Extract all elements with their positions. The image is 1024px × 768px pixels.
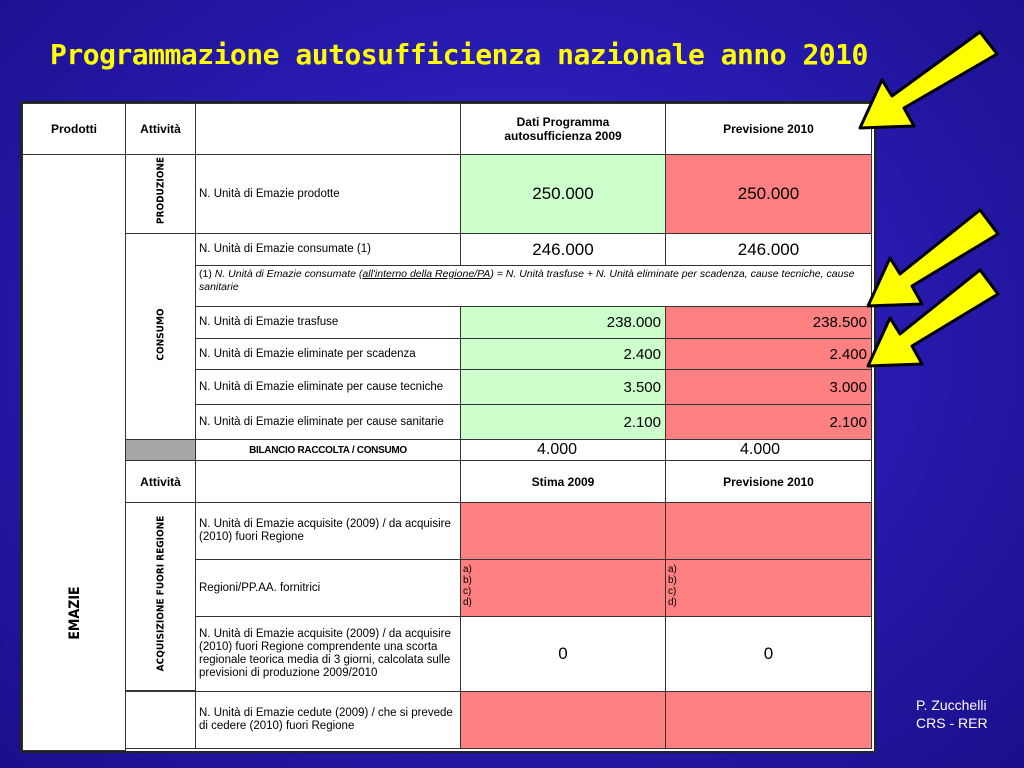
row-prodotte-2009: 250.000 bbox=[460, 154, 666, 234]
row-sanitarie-2010: 2.100 bbox=[665, 404, 872, 440]
row-sanitarie-2009: 2.100 bbox=[460, 404, 666, 440]
row-acquisite-2009 bbox=[460, 502, 666, 560]
row-scadenza-label: N. Unità di Emazie eliminate per scadenza bbox=[195, 338, 461, 370]
note-text-2: ) = N. Unità trasfuse + N. Unità eliminate per scadenza, cause tecniche, cause sanitarie bbox=[199, 268, 855, 293]
row-regioni-2009 bbox=[460, 559, 666, 617]
row-trasfuse-2010: 238.500 bbox=[665, 306, 872, 339]
header-dati-2009: Dati Programma autosufficienza 2009 bbox=[460, 103, 666, 155]
row-prodotte-2010: 250.000 bbox=[665, 154, 872, 234]
note-text-1: N. Unità di Emazie consumate ( bbox=[214, 268, 363, 280]
row-cedute-2010 bbox=[665, 691, 872, 749]
row-trasfuse-2009: 238.000 bbox=[460, 306, 666, 339]
row-bilancio-2010: 4.000 bbox=[665, 439, 872, 461]
row-scorta-2010: 0 bbox=[665, 616, 872, 692]
row-tecniche-2010: 3.000 bbox=[665, 369, 872, 405]
row-consumate-2010: 246.000 bbox=[665, 233, 872, 266]
row-acquisite-2010 bbox=[665, 502, 872, 560]
credit-org: CRS - RER bbox=[916, 715, 988, 731]
group-consumo bbox=[125, 233, 196, 440]
row-cedute-label: N. Unità di Emazie cedute (2009) / che si prevede di cedere (2010) fuori Regione bbox=[195, 691, 461, 749]
note-prefix: (1) bbox=[199, 268, 215, 280]
emazie-label: EMAZIE bbox=[67, 586, 83, 640]
data-table bbox=[20, 101, 876, 753]
row-scorta-label: N. Unità di Emazie acquisite (2009) / da acquisire (2010) fuori Regione comprendente una scorta regionale teorica media di 3 giorni, calcolata sulle previsioni di produzione 2009/2010 bbox=[195, 616, 461, 692]
row-consumate-label: N. Unità di Emazie consumate (1) bbox=[195, 233, 461, 266]
arrow-icon bbox=[862, 268, 1002, 373]
regioni-2010-b: b) bbox=[668, 575, 677, 586]
regioni-2009-d: d) bbox=[463, 597, 472, 608]
header-attivita: Attività bbox=[125, 103, 196, 155]
row-scadenza-2009: 2.400 bbox=[460, 338, 666, 370]
header-previsione-2010: Previsione 2010 bbox=[665, 103, 872, 155]
regioni-2009-c: c) bbox=[463, 586, 472, 597]
row-trasfuse-label: N. Unità di Emazie trasfuse bbox=[195, 306, 461, 339]
row-scorta-2009: 0 bbox=[460, 616, 666, 692]
consumo-label: CONSUMO bbox=[155, 308, 167, 361]
row-bilancio-2009: 4.000 bbox=[460, 439, 666, 461]
credit bbox=[916, 696, 988, 732]
header2-attivita: Attività bbox=[125, 460, 196, 503]
header2-stima-2009: Stima 2009 bbox=[460, 460, 666, 503]
row-regioni-2010 bbox=[665, 559, 872, 617]
regioni-2009-b: b) bbox=[463, 575, 472, 586]
group-emazie bbox=[22, 154, 126, 751]
acquisizione-label: ACQUISIZIONE FUORI REGIONE bbox=[155, 515, 167, 672]
row-regioni-label: Regioni/PP.AA. fornitrici bbox=[195, 559, 461, 617]
row-prodotte-label: N. Unità di Emazie prodotte bbox=[195, 154, 461, 234]
header2-previsione-2010: Previsione 2010 bbox=[665, 460, 872, 503]
credit-author: P. Zucchelli bbox=[916, 697, 987, 713]
note-link: all'interno della Regione/PA bbox=[362, 268, 491, 280]
regioni-2010-c: c) bbox=[668, 586, 677, 597]
arrow-icon bbox=[852, 30, 1002, 135]
header-prodotti: Prodotti bbox=[22, 103, 126, 155]
row-tecniche-2009: 3.500 bbox=[460, 369, 666, 405]
bilancio-gray-cell bbox=[125, 439, 196, 461]
row-scadenza-2010: 2.400 bbox=[665, 338, 872, 370]
row-consumate-2009: 246.000 bbox=[460, 233, 666, 266]
group-acquisizione bbox=[125, 502, 196, 691]
page-title: Programmazione autosufficienza nazionale anno 2010 bbox=[50, 38, 868, 71]
header-blank bbox=[195, 103, 461, 155]
row-sanitarie-label: N. Unità di Emazie eliminate per cause sanitarie bbox=[195, 404, 461, 440]
group-produzione bbox=[125, 154, 196, 234]
row-bilancio-label: BILANCIO RACCOLTA / CONSUMO bbox=[195, 439, 461, 461]
row-note bbox=[195, 265, 872, 307]
regioni-2010-a: a) bbox=[668, 564, 677, 575]
row-cedute-2009 bbox=[460, 691, 666, 749]
row-acquisite-label: N. Unità di Emazie acquisite (2009) / da acquisire (2010) fuori Regione bbox=[195, 502, 461, 560]
produzione-label: PRODUZIONE bbox=[155, 156, 167, 225]
header2-blank bbox=[195, 460, 461, 503]
cedute-attivita-cell bbox=[125, 691, 196, 749]
regioni-2009-a: a) bbox=[463, 564, 472, 575]
row-tecniche-label: N. Unità di Emazie eliminate per cause tecniche bbox=[195, 369, 461, 405]
regioni-2010-d: d) bbox=[668, 597, 677, 608]
